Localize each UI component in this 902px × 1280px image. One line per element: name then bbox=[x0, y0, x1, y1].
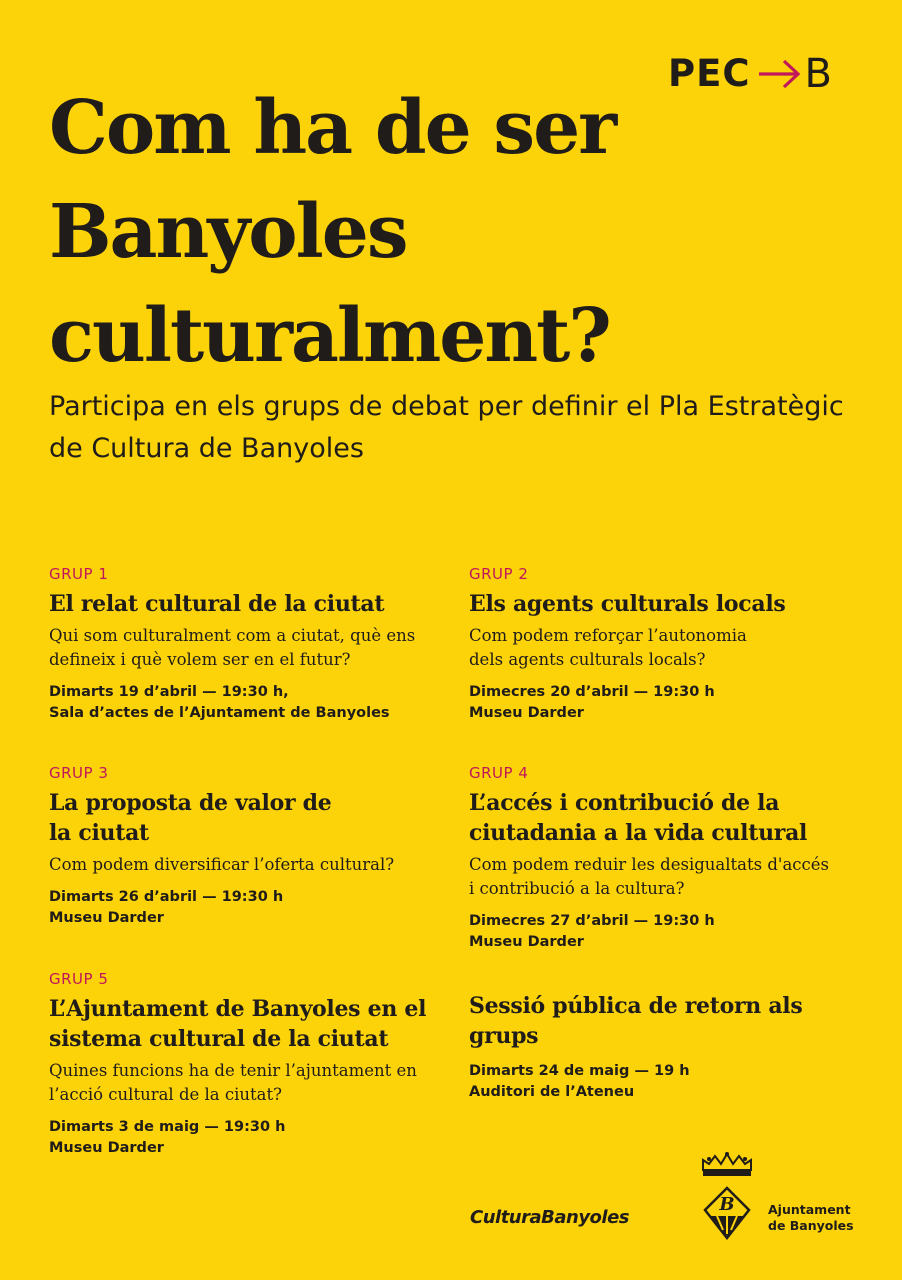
pec-logo-text: PEC bbox=[668, 52, 751, 95]
group-label: GRUP 5 bbox=[49, 970, 109, 988]
group-title: L’accés i contribució de la ciutadania a la vida cultural bbox=[469, 790, 808, 846]
group-description: Com podem reforçar l’autonomia dels agents culturals locals? bbox=[469, 626, 747, 669]
group-place: Museu Darder bbox=[469, 705, 584, 721]
group-label: GRUP 2 bbox=[469, 565, 529, 583]
group-date: Dimarts 19 d’abril — 19:30 h, bbox=[49, 684, 289, 700]
group-3 bbox=[49, 764, 395, 929]
group-date: Dimarts 3 de maig — 19:30 h bbox=[49, 1119, 286, 1135]
ajuntament-line-2: de Banyoles bbox=[768, 1218, 854, 1233]
pec-logo-letter: B bbox=[804, 51, 832, 97]
group-label: GRUP 3 bbox=[49, 764, 109, 782]
group-date: Dimarts 26 d’abril — 19:30 h bbox=[49, 889, 284, 905]
group-date: Dimecres 27 d’abril — 19:30 h bbox=[469, 913, 715, 929]
group-place: Sala d’actes de l’Ajuntament de Banyoles bbox=[49, 705, 390, 721]
group-title: Els agents culturals locals bbox=[469, 591, 786, 617]
group-4 bbox=[469, 764, 869, 953]
group-date: Dimecres 20 d’abril — 19:30 h bbox=[469, 684, 715, 700]
ajuntament-logo-text bbox=[768, 1202, 854, 1234]
session-date: Dimarts 24 de maig — 19 h bbox=[469, 1063, 690, 1079]
cultura-banyoles-logo: CulturaBanyoles bbox=[470, 1207, 630, 1228]
group-description: Quines funcions ha de tenir l’ajuntament en l’acció cultural de la ciutat? bbox=[49, 1061, 417, 1104]
group-description: Qui som culturalment com a ciutat, què ens defineix i què volem ser en el futur? bbox=[49, 626, 416, 669]
group-5 bbox=[49, 970, 434, 1159]
subtitle: Participa en els grups de debat per definir el Pla Estratègic de Cultura de Banyoles bbox=[49, 391, 844, 464]
headline: Com ha de ser Banyoles culturalment? bbox=[49, 85, 616, 379]
group-title: L’Ajuntament de Banyoles en el sistema cultural de la ciutat bbox=[49, 996, 427, 1052]
group-label: GRUP 4 bbox=[469, 764, 529, 782]
group-place: Museu Darder bbox=[469, 934, 584, 950]
group-description: Com podem reduir les desigualtats d'accés i contribució a la cultura? bbox=[469, 855, 830, 898]
public-session bbox=[469, 970, 809, 1103]
group-place: Museu Darder bbox=[49, 910, 164, 926]
ajuntament-line-1: Ajuntament bbox=[768, 1202, 851, 1217]
group-label: GRUP 1 bbox=[49, 565, 109, 583]
group-1 bbox=[49, 565, 439, 724]
session-title: Sessió pública de retorn als grups bbox=[469, 993, 803, 1049]
session-place: Auditori de l’Ateneu bbox=[469, 1084, 635, 1100]
crest-letter: B bbox=[719, 1194, 735, 1215]
group-place: Museu Darder bbox=[49, 1140, 164, 1156]
group-2 bbox=[469, 565, 849, 724]
group-title: El relat cultural de la ciutat bbox=[49, 591, 385, 617]
group-title: La proposta de valor de la ciutat bbox=[49, 790, 332, 846]
coat-of-arms-icon bbox=[697, 1150, 757, 1242]
group-description: Com podem diversificar l’oferta cultural? bbox=[49, 855, 395, 874]
